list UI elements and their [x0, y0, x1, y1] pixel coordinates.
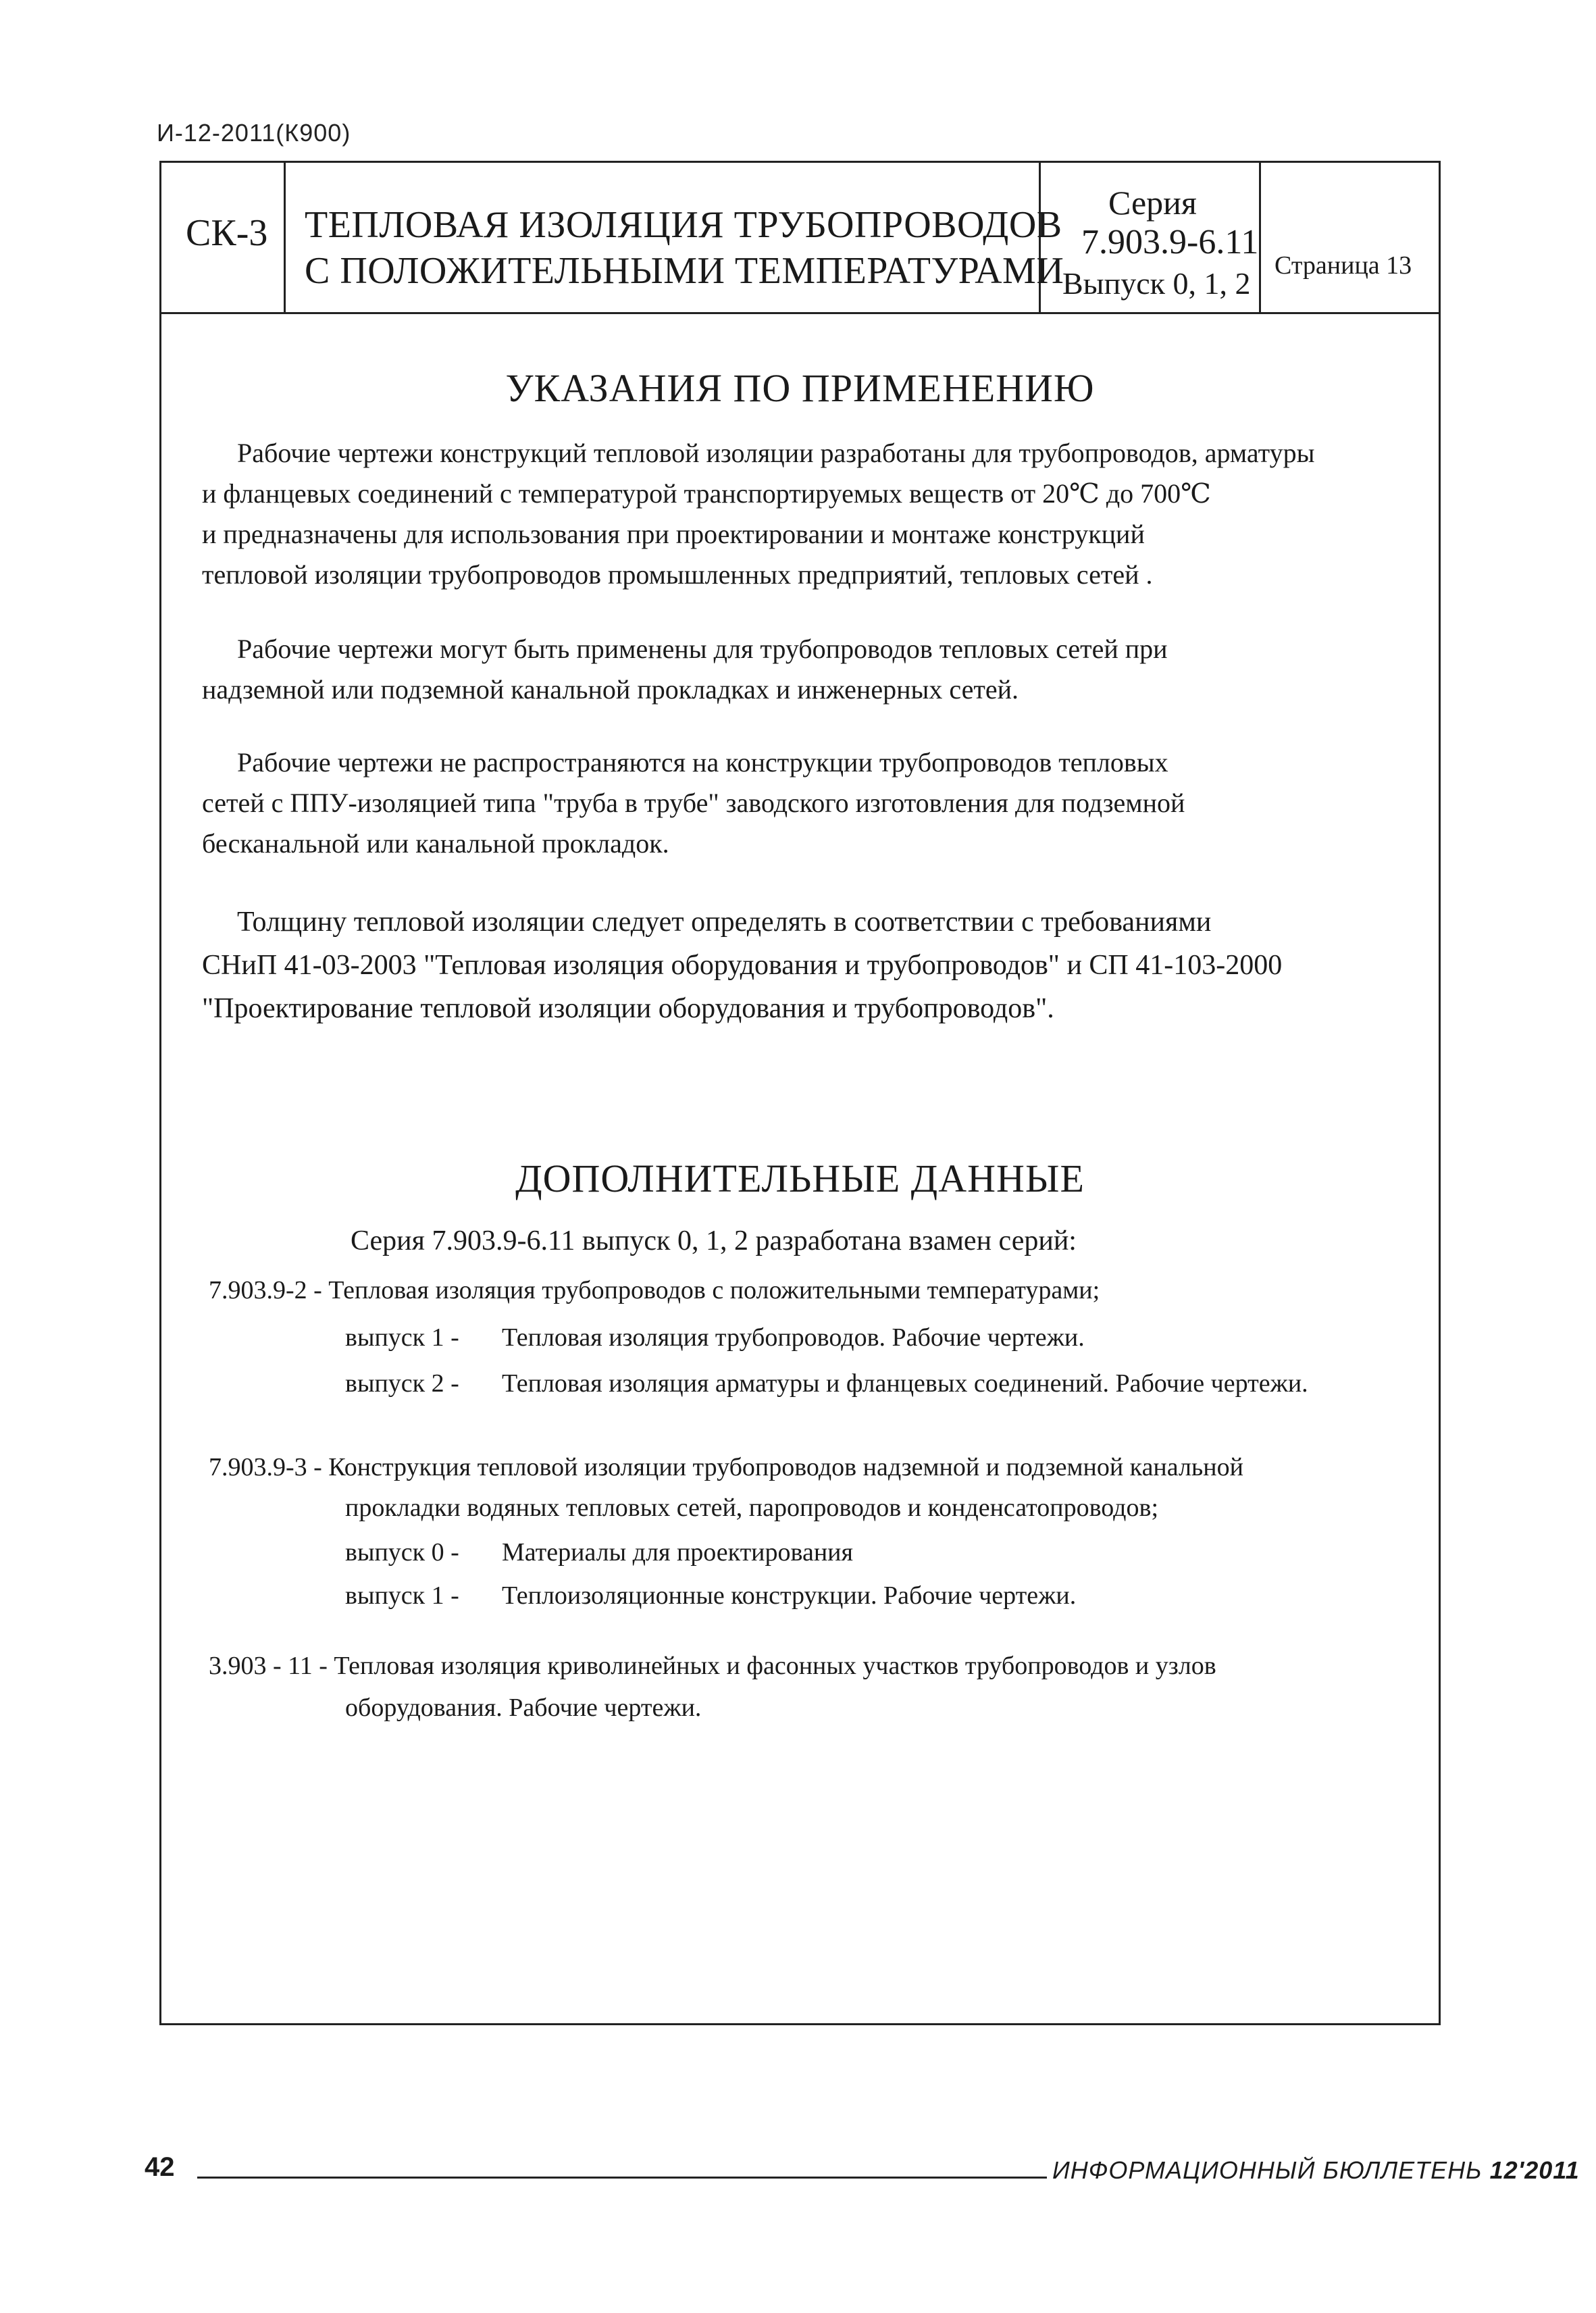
replaced-series-entry: 7.903.9-3 - Конструкция тепловой изоляции трубопроводов надземной и подземной канальной [209, 1453, 1243, 1481]
footer-rule [197, 2177, 1047, 2179]
paragraph-line: тепловой изоляции трубопроводов промышленных предприятий, тепловых сетей . [202, 559, 1153, 590]
paragraph-line: и предназначены для использования при проектировании и монтаже конструкций [202, 519, 1145, 549]
issue-text: Тепловая изоляция арматуры и фланцевых соединений. Рабочие чертежи. [502, 1369, 1308, 1398]
title-block-page-cell [1261, 163, 1439, 312]
paragraph-line: надземной или подземной канальной прокладках и инженерных сетей. [202, 674, 1019, 705]
bulletin-issue: 12'2011 [1489, 2156, 1580, 2184]
title-block-code-cell [161, 163, 286, 312]
drawing-title-line-2: С ПОЛОЖИТЕЛЬНЫМИ ТЕМПЕРАТУРАМИ [305, 250, 1064, 292]
replaced-series-issue [345, 1318, 1085, 1357]
replaced-series-entry: 3.903 - 11 - Тепловая изоляция криволинейных и фасонных участков трубопроводов и узлов [209, 1652, 1216, 1680]
paragraph-2 [202, 629, 1168, 710]
paragraph-1 [202, 433, 1314, 595]
series-label: Серия [1108, 184, 1197, 222]
title-block-series-cell [1041, 163, 1261, 312]
paragraph-line: сетей с ППУ-изоляцией типа "труба в трубе" заводского изготовления для подземной [202, 788, 1185, 818]
section-heading-additional-data: ДОПОЛНИТЕЛЬНЫЕ ДАННЫЕ [515, 1156, 1085, 1200]
series-number: 7.903.9-6.11 [1081, 223, 1259, 261]
replaced-series-continuation: оборудования. Рабочие чертежи. [345, 1694, 702, 1722]
issue-key: выпуск 0 - [345, 1538, 459, 1567]
replaced-series-entry: 7.903.9-2 - Тепловая изоляция трубопроводов с положительными температурами; [209, 1276, 1100, 1304]
paragraph-line: Рабочие чертежи конструкций тепловой изоляции разработаны для трубопроводов, арматуры [237, 438, 1315, 468]
paragraph-line: бесканальной или канальной прокладок. [202, 828, 669, 859]
bulletin-name: ИНФОРМАЦИОННЫЙ БЮЛЛЕТЕНЬ [1052, 2156, 1483, 2184]
paragraph-line: Рабочие чертежи могут быть применены для трубопроводов тепловых сетей при [237, 634, 1168, 664]
title-block [161, 163, 1439, 314]
drawing-title-line-1: ТЕПЛОВАЯ ИЗОЛЯЦИЯ ТРУБОПРОВОДОВ [305, 204, 1062, 246]
issue-key: выпуск 1 - [345, 1323, 459, 1352]
issue-text: Тепловая изоляция трубопроводов. Рабочие чертежи. [502, 1323, 1085, 1352]
drawing-code: СК-3 [186, 212, 268, 254]
paragraph-line: "Проектирование тепловой изоляции оборудования и трубопроводов". [202, 993, 1054, 1024]
issue-key: выпуск 1 - [345, 1581, 459, 1610]
drawing-frame [159, 161, 1441, 2025]
replaced-series-issue [345, 1533, 853, 1572]
paragraph-line: Рабочие чертежи не распространяются на конструкции трубопроводов тепловых [237, 747, 1168, 778]
footer-page-number: 42 [145, 2152, 175, 2182]
title-block-title-cell [286, 163, 1064, 312]
issue-text: Теплоизоляционные конструкции. Рабочие чертежи. [502, 1581, 1077, 1610]
section-heading-application: УКАЗАНИЯ ПО ПРИМЕНЕНИЮ [505, 366, 1095, 410]
replacement-intro: Серия 7.903.9-6.11 выпуск 0, 1, 2 разработана взамен серий: [351, 1225, 1077, 1256]
paragraph-3 [202, 742, 1185, 864]
paragraph-line: и фланцевых соединений с температурой транспортируемых веществ от 20℃ до 700℃ [202, 478, 1211, 509]
replaced-series-issue [345, 1576, 1076, 1615]
replaced-series-continuation: прокладки водяных тепловых сетей, паропроводов и конденсатопроводов; [345, 1494, 1158, 1522]
document-code: И-12-2011(К900) [157, 119, 351, 147]
series-issue: Выпуск 0, 1, 2 [1062, 266, 1251, 301]
issue-key: выпуск 2 - [345, 1369, 459, 1398]
issue-text: Материалы для проектирования [502, 1538, 853, 1567]
footer-bulletin [1052, 2156, 1580, 2185]
page-label: Страница 13 [1275, 251, 1412, 280]
replaced-series-issue [345, 1364, 1308, 1403]
paragraph-line: Толщину тепловой изоляции следует определять в соответствии с требованиями [237, 907, 1212, 938]
paragraph-4 [202, 900, 1282, 1030]
paragraph-line: СНиП 41-03-2003 "Тепловая изоляция оборудования и трубопроводов" и СП 41-103-2000 [202, 950, 1283, 981]
